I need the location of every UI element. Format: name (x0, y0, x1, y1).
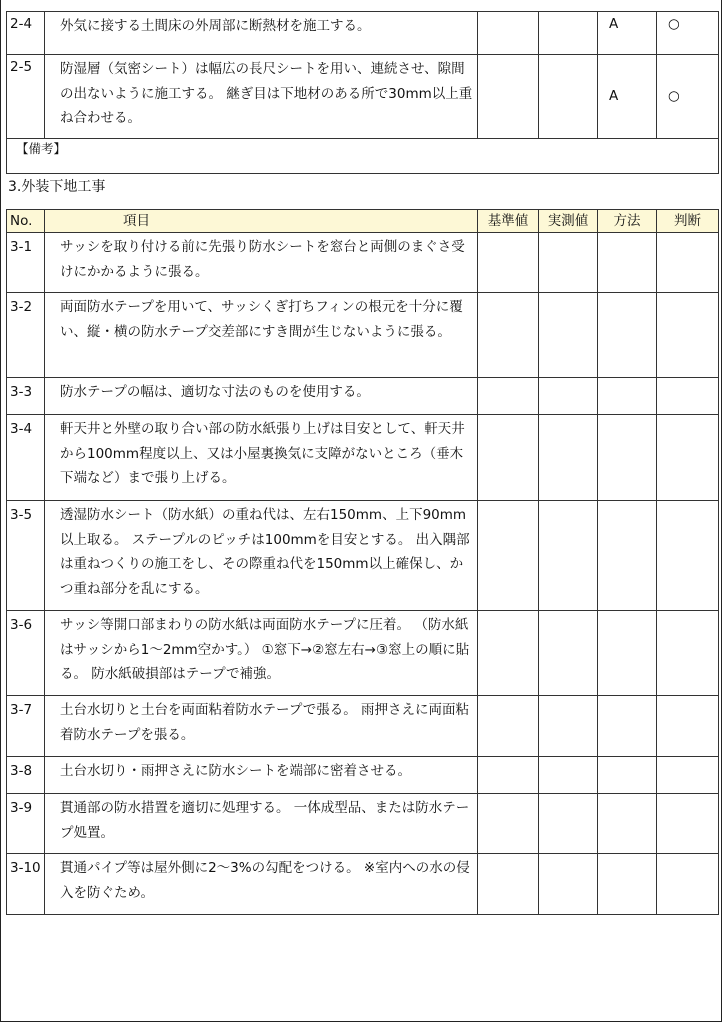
table-row (7, 415, 719, 501)
judgment-cell (657, 696, 719, 757)
header-item: 項目 (45, 210, 478, 233)
standard-cell (478, 696, 539, 757)
remarks-row (7, 139, 719, 174)
header-measured: 実測値 (539, 210, 598, 233)
table-row (7, 12, 719, 55)
measured-cell (539, 794, 598, 854)
table-row (7, 611, 719, 696)
item-text: 土台水切りと土台を両面粘着防水テープで張る。 雨押さえに両面粘着防水テープを張る。 (45, 696, 478, 757)
header-judgment: 判断 (657, 210, 719, 233)
method-cell (598, 293, 657, 378)
item-text: 軒天井と外壁の取り合い部の防水紙張り上げは目安として、軒天井から100mm程度以上、又は小屋裏換気に支障がないところ（垂木下端など）まで張り上げる。 (45, 415, 478, 501)
method-cell (598, 854, 657, 915)
judgment-cell (657, 378, 719, 415)
standard-cell (478, 293, 539, 378)
row-number: 3-1 (7, 233, 45, 293)
item-text: サッシ等開口部まわりの防水紙は両面防水テープに圧着。 （防水紙はサッシから1～2mm空かす。） ①窓下→②窓左右→③窓上の順に貼る。 防水紙破損部はテープで補強。 (45, 611, 478, 696)
row-number: 3-7 (7, 696, 45, 757)
item-text: 貫通部の防水措置を適切に処理する。 一体成型品、または防水テープ処置。 (45, 794, 478, 854)
judgment-cell (657, 757, 719, 794)
table-row (7, 794, 719, 854)
row-number: 3-2 (7, 293, 45, 378)
item-text: 外気に接する土間床の外周部に断熱材を施工する。 (45, 12, 478, 55)
measured-cell (539, 854, 598, 915)
table-row (7, 696, 719, 757)
row-number: 2-4 (7, 12, 45, 55)
row-number: 3-10 (7, 854, 45, 915)
row-number: 3-3 (7, 378, 45, 415)
row-number: 3-9 (7, 794, 45, 854)
top-checklist-table (6, 11, 719, 174)
standard-cell (478, 794, 539, 854)
row-number: 2-5 (7, 55, 45, 139)
header-standard: 基準値 (478, 210, 539, 233)
standard-cell (478, 854, 539, 915)
item-text: 土台水切り・雨押さえに防水シートを端部に密着させる。 (45, 757, 478, 794)
standard-cell (478, 611, 539, 696)
standard-cell (478, 757, 539, 794)
judgment-cell: ○ (657, 55, 719, 139)
method-cell (598, 794, 657, 854)
measured-cell (539, 611, 598, 696)
section-title: 3.外装下地工事 (8, 179, 106, 195)
standard-cell (478, 12, 539, 55)
item-text: 両面防水テープを用いて、サッシくぎ打ちフィンの根元を十分に覆い、縦・横の防水テープ交差部にすき間が生じないように張る。 (45, 293, 478, 378)
exterior-base-checklist-table (6, 209, 719, 915)
judgment-cell: ○ (657, 12, 719, 55)
table-row (7, 233, 719, 293)
standard-cell (478, 233, 539, 293)
method-cell (598, 501, 657, 611)
measured-cell (539, 696, 598, 757)
standard-cell (478, 415, 539, 501)
method-cell (598, 757, 657, 794)
remarks-label: 【備考】 (7, 139, 719, 174)
method-cell (598, 233, 657, 293)
row-number: 3-4 (7, 415, 45, 501)
table-row (7, 55, 719, 139)
method-cell (598, 696, 657, 757)
table-row (7, 757, 719, 794)
judgment-cell (657, 293, 719, 378)
item-text: 防水テープの幅は、適切な寸法のものを使用する。 (45, 378, 478, 415)
method-cell: A (598, 55, 657, 139)
measured-cell (539, 501, 598, 611)
table-header (7, 210, 719, 233)
measured-cell (539, 55, 598, 139)
method-cell: A (598, 12, 657, 55)
judgment-cell (657, 854, 719, 915)
item-text: サッシを取り付ける前に先張り防水シートを窓台と両側のまぐさ受けにかかるように張る。 (45, 233, 478, 293)
table-row (7, 293, 719, 378)
standard-cell (478, 55, 539, 139)
item-text: 透湿防水シート（防水紙）の重ね代は、左右150mm、上下90mm以上取る。 ステープルのピッチは100mmを目安とする。 出入隅部は重ねつくりの施工をし、その際重ね代を150mm以上確保し、かつ重ね部分を乱にする。 (45, 501, 478, 611)
header-method: 方法 (598, 210, 657, 233)
row-number: 3-6 (7, 611, 45, 696)
measured-cell (539, 378, 598, 415)
method-cell (598, 415, 657, 501)
measured-cell (539, 757, 598, 794)
header-no: No. (7, 210, 45, 233)
measured-cell (539, 293, 598, 378)
table-row (7, 501, 719, 611)
method-cell (598, 378, 657, 415)
row-number: 3-8 (7, 757, 45, 794)
item-text: 防湿層（気密シート）は幅広の長尺シートを用い、連続させ、隙間の出ないように施工する。 継ぎ目は下地材のある所で30mm以上重ね合わせる。 (45, 55, 478, 139)
judgment-cell (657, 611, 719, 696)
judgment-cell (657, 794, 719, 854)
judgment-cell (657, 415, 719, 501)
measured-cell (539, 233, 598, 293)
table-row (7, 854, 719, 915)
judgment-cell (657, 501, 719, 611)
row-number: 3-5 (7, 501, 45, 611)
standard-cell (478, 501, 539, 611)
method-cell (598, 611, 657, 696)
standard-cell (478, 378, 539, 415)
table-row (7, 378, 719, 415)
measured-cell (539, 12, 598, 55)
judgment-cell (657, 233, 719, 293)
measured-cell (539, 415, 598, 501)
item-text: 貫通パイプ等は屋外側に2～3%の勾配をつける。 ※室内への水の侵入を防ぐため。 (45, 854, 478, 915)
